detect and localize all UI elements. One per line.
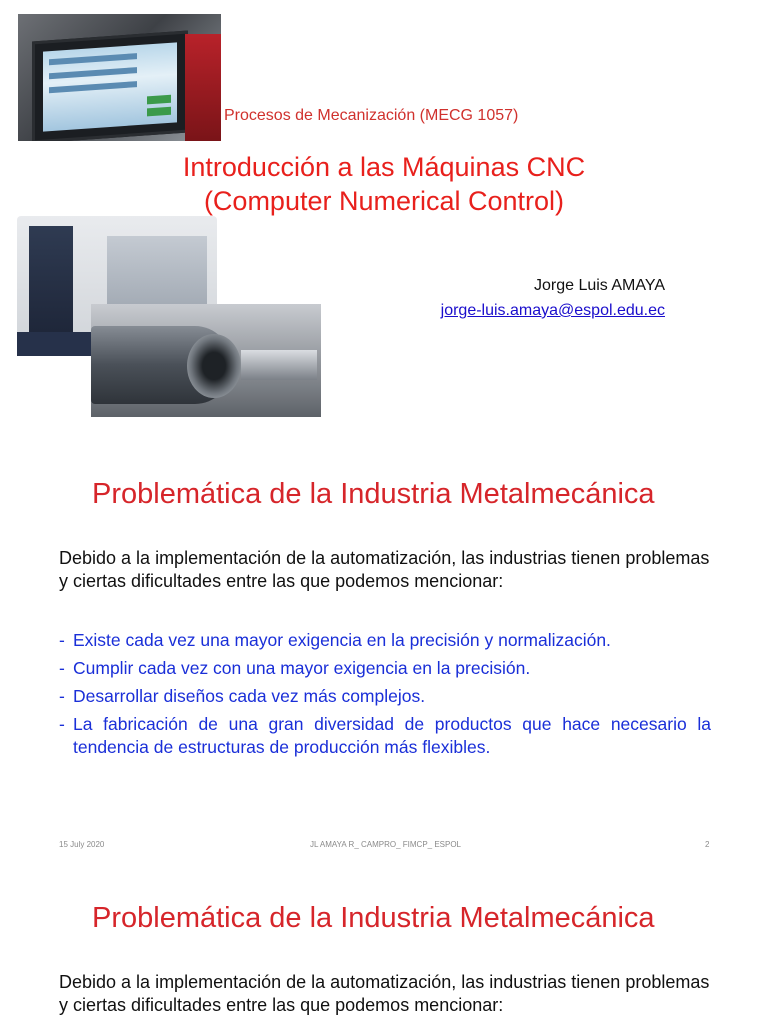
intro-paragraph: Debido a la implementación de la automatización, las industrias tienen problemas y ciertas dificultades entre las que podemos mencionar: — [59, 548, 710, 591]
cnc-control-screen-image — [18, 14, 221, 141]
list-item: - Cumplir cada vez con una mayor exigencia en la precisión. — [59, 657, 711, 680]
title-line-1: Introducción a las Máquinas CNC — [182, 152, 586, 182]
footer-author: JL AMAYA R_ CAMPRO_ FIMCP_ ESPOL — [310, 840, 462, 849]
slide-heading: Problemática de la Industria Metalmecánica — [92, 902, 655, 934]
course-title: Procesos de Mecanización (MECG 1057) — [224, 107, 519, 124]
page-number: 2 — [705, 840, 710, 849]
author-email-link[interactable]: jorge-luis.amaya@espol.edu.ec — [440, 302, 665, 319]
slide-3 — [0, 872, 768, 1024]
author-name: Jorge Luis AMAYA — [533, 277, 665, 294]
list-item: - La fabricación de una gran diversidad de productos que hace necesario la tendencia de estructuras de producción más flexibles. — [59, 713, 711, 759]
list-item: - Existe cada vez una mayor exigencia en la precisión y normalización. — [59, 629, 711, 652]
machining-workpiece-image — [91, 304, 321, 417]
bullet-list — [59, 629, 711, 764]
footer-date: 15 July 2020 — [59, 840, 105, 849]
slide-heading: Problemática de la Industria Metalmecánica — [92, 478, 655, 510]
slide-2 — [0, 448, 768, 864]
intro-paragraph: Debido a la implementación de la automatización, las industrias tienen problemas y ciertas dificultades entre las que podemos mencionar: — [59, 972, 710, 1015]
list-item: - Desarrollar diseños cada vez más complejos. — [59, 685, 711, 708]
title-line-2: (Computer Numerical Control) — [203, 186, 565, 216]
slide-1 — [0, 0, 768, 440]
slide-title — [0, 150, 768, 218]
